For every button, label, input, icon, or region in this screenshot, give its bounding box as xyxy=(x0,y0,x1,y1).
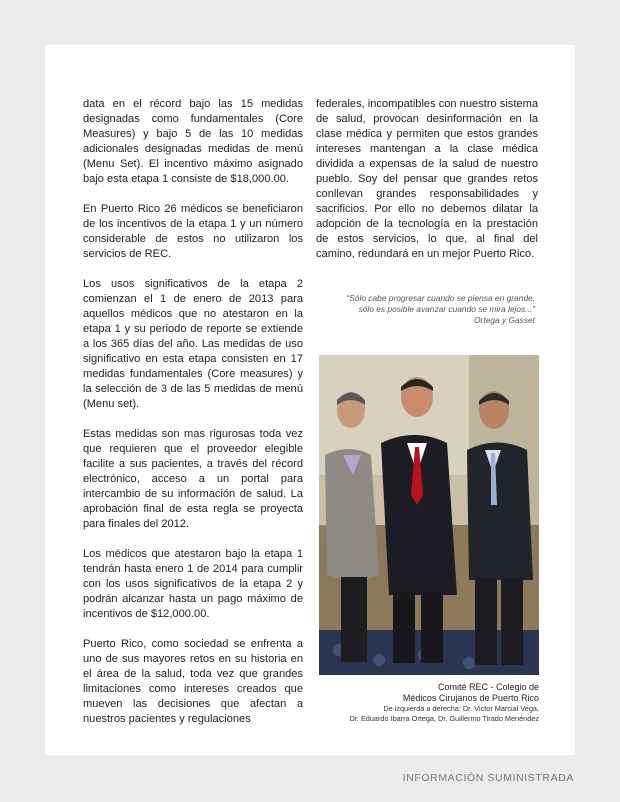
caption-subtitle: Dr. Eduardo Ibarra Ortega, Dr. Guillermo Tirado Menéndez xyxy=(349,713,539,723)
caption-subtitle: De izquierda a derecha: Dr. Victor Marcial Vega, xyxy=(383,704,539,713)
pull-quote xyxy=(316,293,535,326)
paragraph: Los usos significativos de la etapa 2 comienzan el 1 de enero de 2013 para aquellos médicos que no atestaron en la etapa 1 y su periodo de reporte se extiende a los 365 días del año. Las medidas de uso significativo en esta etapa consisten en 17 medidas fundamentales (Core measures) y la selección de 3 de las 5 medidas de menú (Menu set). xyxy=(83,278,303,410)
photo-caption xyxy=(315,682,539,723)
quote-line: “Sólo cabe progresar cuando se piensa en grande, xyxy=(346,293,535,303)
right-text-column xyxy=(316,97,538,277)
caption-title: Comité REC - Colegio de xyxy=(437,682,539,692)
paragraph: Los médicos que atestaron bajo la etapa 1 tendrán hasta enero 1 de 2014 para cumplir con los usos significativos de la etapa 2 y podrán alcanzar hasta un pago máximo de incentivos de $12,000.00. xyxy=(83,548,303,620)
photo-illustration xyxy=(319,355,539,675)
quote-line: sólo es posible avanzar cuando se mira lejos...” xyxy=(358,304,535,314)
paragraph: data en el récord bajo las 15 medidas designadas como fundamentales (Core Measures) y bajo 5 de las 10 medidas adicionales designadas medidas de menú (Menu Set). El incentivo máximo asignado bajo esta etapa 1 consiste de $18,000.00. xyxy=(83,98,303,185)
footer-label: INFORMACIÓN SUMINISTRADA xyxy=(402,772,574,784)
paragraph: En Puerto Rico 26 médicos se beneficiaron de los incentivos de la etapa 1 y un número considerable de estos no utilizaron los servicios de REC. xyxy=(83,203,303,260)
group-photo xyxy=(319,355,539,675)
left-text-column xyxy=(83,97,303,742)
caption-title: Médicos Cirujanos de Puerto Rico xyxy=(402,693,539,703)
paragraph: Estas medidas son mas rigurosas toda vez que requieren que el proveedor elegible facilite a sus pacientes, a través del récord electrónico, acceso a un portal para intercambio de su información de salud. La aprobación final de esta regla se proyecta para finales del 2012. xyxy=(83,428,303,530)
paragraph: Puerto Rico, como sociedad se enfrenta a uno de sus mayores retos en su historia en el área de la salud, toda vez que grandes limitaciones como intereses creados que mueven las decisiones que afectan a nuestros pacientes y regulaciones xyxy=(83,638,303,725)
paragraph: federales, incompatibles con nuestro sistema de salud, provocan desinformación en la clase médica y permiten que estos grandes intereses mantengan a la clase médica dividida a expensas de la salud de nuestro pueblo. Soy del pensar que grandes retos conllevan grandes responsabilidades y sacrificios. Por ello no debemos dilatar la adopción de la tecnología en la prestación de estos servicios, lo que, al final del camino, redundará en un mejor Puerto Rico. xyxy=(316,98,538,260)
quote-author: Ortega y Gasset xyxy=(474,315,535,325)
